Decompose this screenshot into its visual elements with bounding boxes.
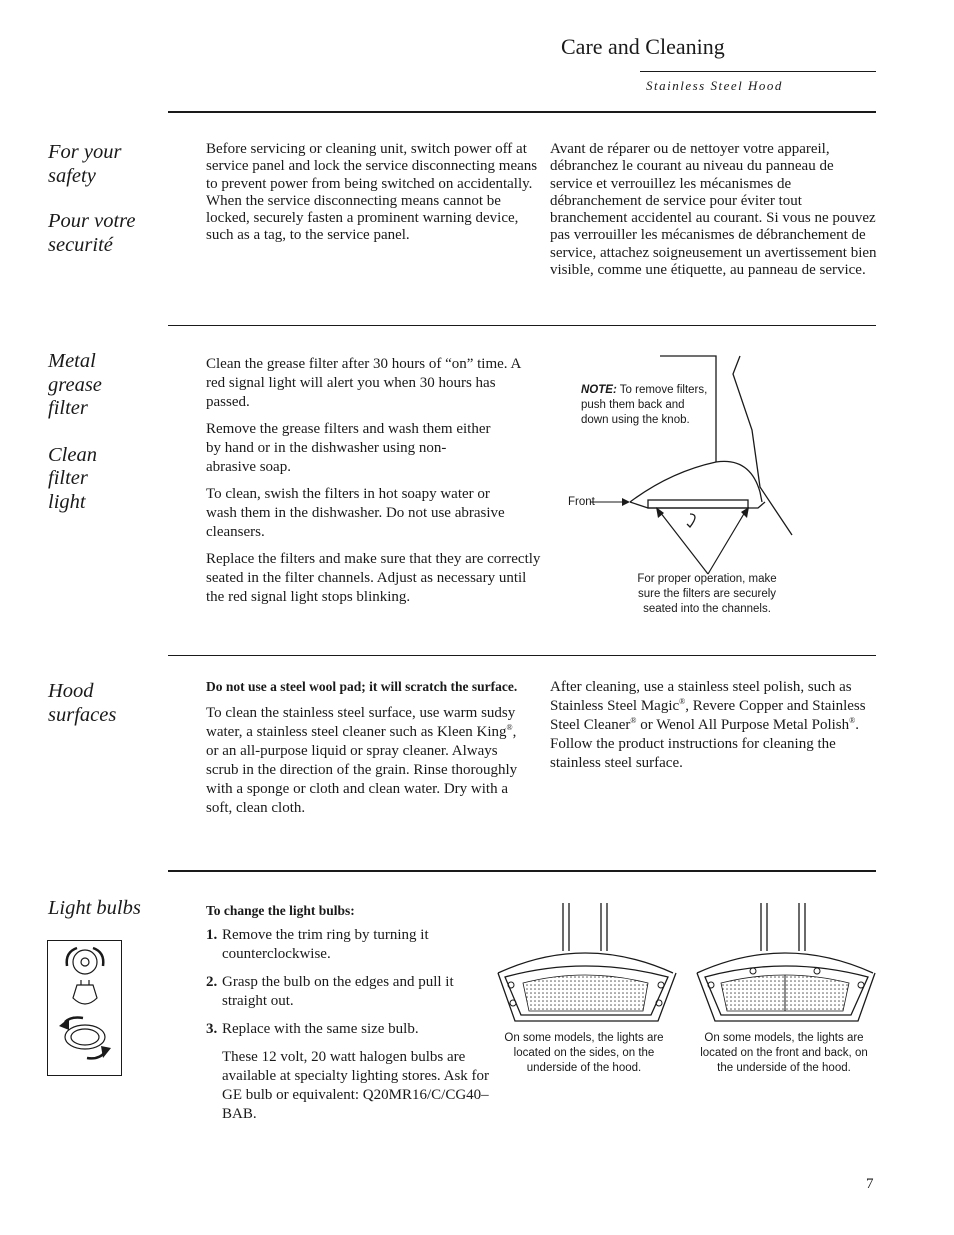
filter-heading: Metal grease filter Clean filter light: [48, 350, 102, 513]
filter-text: Clean the grease filter after 30 hours of “on” time. A red signal light will alert you when 30 hours has passed. Remove the grease filters and wash them either by hand or in the dishwasher using non-abrasive soap. To clean, swish the filters in hot soapy water or wash them in the dishwasher. Do not use abrasive cleansers. Replace the filters and make sure that they are correctly seated in the filter channels. Adjust as necessary until the red signal light stops blinking.: [206, 356, 541, 605]
hood-front-back-lights-diagram: [693, 903, 883, 1025]
light-icon: [814, 968, 820, 974]
safety-heading: For your safety Pour votre securité: [48, 141, 136, 256]
safety-text-fr: Avant de réparer ou de nettoyer votre appareil, débranchez le courant au niveau du panneau de service et verrouillez les mécanismes de débranchement de service pour éviter tout branchement accidentel au courant. Si vous ne pouvez pas verrouiller les mécanismes de débranchement de service, attachez soigneusement un avertissement bien visible, comme une étiquette, au panneau de service.: [550, 141, 877, 279]
section-divider: [168, 111, 876, 113]
bulb-steps: To change the light bulbs: 1. Remove the trim ring by turning it counterclockwise. 2. Grasp the bulb on the edges and pull it straight out. 3. Replace with the same size bulb. These 12 volt, 20 watt halogen bulbs are available at specialty lighting stores. Ask for GE bulb or equivalent: Q20MR16/C/CG40–BAB.: [206, 901, 496, 1124]
section-divider: [168, 870, 876, 872]
filter-mesh: [523, 975, 648, 1011]
caption-side-lights: On some models, the lights are located on the sides, on the underside of the hood.: [504, 1032, 664, 1074]
hood-text: Do not use a steel wool pad; it will scratch the surface. To clean the stainless steel surface, use warm sudsy water, a stainless steel cleaner such as Kleen King®, or an all-purpose liquid or spray cleaner. Always scrub in the direction of the grain. Rinse thoroughly with a sponge or cloth and clean water. Dry with a soft, clean cloth.: [206, 679, 518, 816]
filter-note: NOTE: To remove filters, push them back and down using the knob.: [581, 384, 708, 426]
safety-text-en: Before servicing or cleaning unit, switch power off at service panel and lock the service disconnecting means to prevent power from being switched on accidentally. When the service disconnecting means cannot be locked, securely fasten a prominent warning device, such as a tag, to the service panel.: [206, 141, 538, 244]
page-number: 7: [866, 1176, 874, 1192]
hood-polish-text: After cleaning, use a stainless steel polish, such as Stainless Steel Magic®, Revere Copper and Stainless Steel Cleaner® or Wenol All Purpose Metal Polish®. Follow the product instructions for cleaning the stainless steel surface.: [550, 679, 866, 771]
light-icon: [658, 982, 664, 988]
grease-filter: [648, 500, 748, 508]
section-divider: [168, 325, 876, 326]
caption-front-back-lights: On some models, the lights are located on the front and back, on the underside of the hood.: [700, 1032, 868, 1074]
light-icon: [858, 982, 864, 988]
remove-arrow-icon: [687, 514, 695, 527]
chimney-outline: [563, 903, 607, 951]
bulb-replacement-diagram: [47, 940, 123, 1076]
bulbs-heading: Light bulbs: [48, 897, 141, 919]
page-title: Care and Cleaning: [561, 34, 725, 59]
hood-side-lights-diagram: [493, 903, 683, 1025]
canopy-outline: [697, 953, 873, 973]
front-arrow-icon: [622, 498, 630, 506]
list-item: 1. Remove the trim ring by turning it counterclockwise.: [206, 927, 429, 962]
hood-heading: Hood surfaces: [48, 680, 117, 726]
list-item: 3. Replace with the same size bulb.: [206, 1021, 419, 1037]
front-label: Front: [568, 496, 595, 508]
filter-channel: [630, 502, 765, 508]
caption-pointer: [660, 512, 745, 574]
filter-caption: For proper operation, make sure the filters are securely seated into the channels.: [637, 573, 777, 615]
filter-diagram: [590, 352, 810, 577]
canopy-outline: [498, 953, 673, 973]
hood-back-outline: [660, 356, 716, 462]
light-icon: [750, 968, 756, 974]
hood-canopy-outline: [630, 461, 762, 502]
page-subtitle: Stainless Steel Hood: [646, 78, 783, 93]
light-icon: [510, 1000, 516, 1006]
list-item: 2. Grasp the bulb on the edges and pull it straight out.: [206, 974, 454, 1009]
section-divider: [168, 655, 876, 656]
bulb-info: These 12 volt, 20 watt halogen bulbs are available at specialty lighting stores. Ask for GE bulb or equivalent: Q20MR16/C/CG40–BAB.: [222, 1049, 490, 1122]
header-rule: [640, 71, 876, 72]
chimney-outline: [761, 903, 805, 951]
